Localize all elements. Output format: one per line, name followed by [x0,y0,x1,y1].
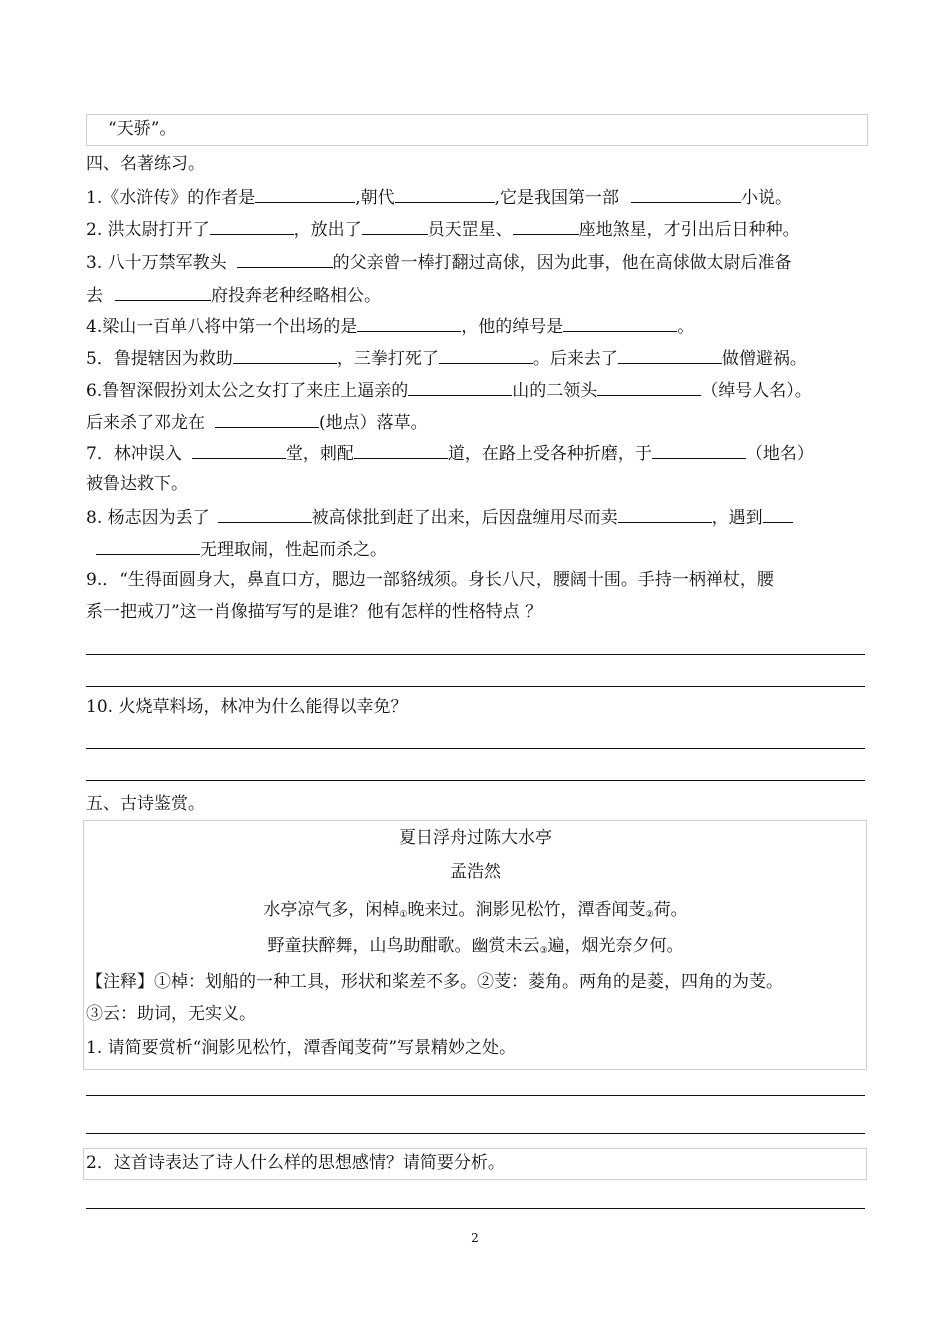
section-5-heading: 五、古诗鉴赏。 [86,794,205,814]
q6-text-c: （绰号人名）。 [701,381,812,401]
q4-blank-2[interactable] [563,313,677,332]
q4-blank-1[interactable] [357,313,461,332]
section-4-heading: 四、名著练习。 [86,154,205,174]
q8-text-d: 无理取闹，性起而杀之。 [200,540,387,560]
q2-text-c: 员天罡星、 [427,220,513,240]
q7-blank-1[interactable] [192,440,286,459]
q10-answer-line-2[interactable] [86,780,865,781]
q2-line [86,216,800,242]
q6-blank-2[interactable] [597,377,701,396]
poem-line-1-b: 晚来过。涧影见松竹，潭香闻芰 [407,900,646,920]
q5-text-b: ，三拳打死了 [336,349,439,369]
q8-blank-1[interactable] [218,504,312,523]
poem-question-2: 2．这首诗表达了诗人什么样的思想感情？请简要分析。 [86,1153,505,1173]
poem-q1-answer-line-1[interactable] [86,1095,865,1096]
q3-blank-2[interactable] [115,282,211,301]
poem-line-1-a: 水亭凉气多，闲棹 [263,900,400,920]
q8-blank-3b[interactable] [96,536,200,555]
q3-text-a: 3. 八十万禁军教头 [86,253,227,273]
q9-answer-line-1[interactable] [86,654,865,655]
poem-author: 孟浩然 [450,862,501,882]
q6-blank-1[interactable] [408,377,512,396]
q8-text-a: 8. 杨志因为丢了 [86,508,210,528]
q5-text-a: 5．鲁提辖因为救助 [86,349,233,369]
poem-question-1: 1. 请简要赏析“涧影见松竹，潭香闻芰荷”写景精妙之处。 [86,1038,517,1058]
q4-text-a: 4.梁山一百单八将中第一个出场的是 [86,317,358,337]
q9-line-1: 9.．“生得面圆身大，鼻直口方，腮边一部貉绒须。身长八尺，腰阔十围。手持一柄禅杖，腰 [86,570,774,590]
q1-text-b: ,朝代 [355,188,395,208]
poem-note-2: ③云：助词，无实义。 [86,1004,256,1024]
q5-blank-2[interactable] [439,345,533,364]
poem-line-1-c: 荷。 [653,900,688,920]
q5-line [86,345,807,371]
q1-blank-genre[interactable] [631,184,741,203]
q2-blank-1[interactable] [210,216,294,235]
q6-text-d: 后来杀了邓龙在 [86,413,205,433]
q7-line-1 [86,440,814,466]
poem-q2-answer-line[interactable] [86,1208,865,1209]
q5-text-d: 做僧避祸。 [721,349,807,369]
q2-text-d: 座地煞星，才引出后日种种。 [578,220,800,240]
q8-blank-2[interactable] [618,504,712,523]
poem-q1-answer-line-2[interactable] [86,1133,865,1134]
q3-text-b: 的父亲曾一棒打翻过高俅，因为此事，他在高俅做太尉后准备 [332,253,792,273]
q1-blank-author[interactable] [255,184,355,203]
q2-text-a: 2. 洪太尉打开了 [86,220,210,240]
footnote-marker-3: ③ [539,946,548,956]
q1-text-c: ,它是我国第一部 [494,188,620,208]
q8-line-1 [86,504,793,530]
q7-text-a: 7．林冲误入 [86,444,182,464]
q2-text-b: ，放出了 [293,220,362,240]
poem-line-1 [86,898,865,927]
q6-blank-3[interactable] [215,409,319,428]
q1-line [86,184,792,210]
q5-blank-3[interactable] [618,345,722,364]
page-number: 2 [471,1231,479,1245]
q6-line-1 [86,377,812,403]
q6-line-2 [86,409,428,435]
q3-blank-1[interactable] [237,249,333,268]
poem-line-2 [86,934,865,963]
footnote-marker-1: ① [399,910,408,920]
q8-blank-3a[interactable] [763,504,793,523]
q10-line: 10. 火烧草料场，林冲为什么能得以幸免？ [86,697,408,717]
q3-line-2 [86,282,381,308]
poem-title: 夏日浮舟过陈大水亭 [399,828,552,848]
poem-line-2-b: 遍，烟光奈夕何。 [547,936,684,956]
q4-text-b: ，他的绰号是 [461,317,564,337]
q1-text-a: 1.《水浒传》的作者是 [86,188,256,208]
continued-text: “天骄”。 [108,119,177,139]
footnote-marker-2: ② [645,910,654,920]
q7-text-d: （地名） [745,444,814,464]
q7-blank-3[interactable] [652,440,746,459]
q3-text-c: 去 [86,286,103,306]
q7-line-2: 被鲁达救下。 [86,474,188,494]
q9-line-2: 系一把戒刀”这一肖像描写写的是谁？他有怎样的性格特点 ？ [86,602,543,622]
q7-text-c: 道，在路上受各种折磨，于 [447,444,652,464]
q2-blank-3[interactable] [513,216,579,235]
q8-text-b: 被高俅批到赶了出来，后因盘缠用尽而卖 [311,508,618,528]
q8-text-c: ，遇到 [711,508,763,528]
q5-text-c: 。后来去了 [532,349,618,369]
q3-text-d: 府投奔老种经略相公。 [211,286,381,306]
q7-text-b: 堂，刺配 [285,444,354,464]
q3-line-1 [86,249,792,275]
q6-text-e: (地点）落草。 [319,413,428,433]
q4-line [86,313,694,339]
q10-answer-line-1[interactable] [86,748,865,749]
q2-blank-2[interactable] [362,216,428,235]
q1-text-d: 小说。 [741,188,793,208]
poem-line-2-a: 野童扶醉舞，山鸟助酣歌。幽赏未云 [267,936,540,956]
q6-text-b: 山的二领头 [512,381,598,401]
poem-note-1: 【注释】①棹：划船的一种工具，形状和桨差不多。②芰：菱角。两角的是菱，四角的为芰。 [86,972,783,992]
continued-text-box [86,114,868,146]
q5-blank-1[interactable] [233,345,337,364]
q8-line-2 [86,536,387,562]
q4-text-c: 。 [677,317,695,337]
q6-text-a: 6.鲁智深假扮刘太公之女打了来庄上逼亲的 [86,381,409,401]
q9-answer-line-2[interactable] [86,686,865,687]
q7-blank-2[interactable] [354,440,448,459]
q1-blank-dynasty[interactable] [395,184,495,203]
